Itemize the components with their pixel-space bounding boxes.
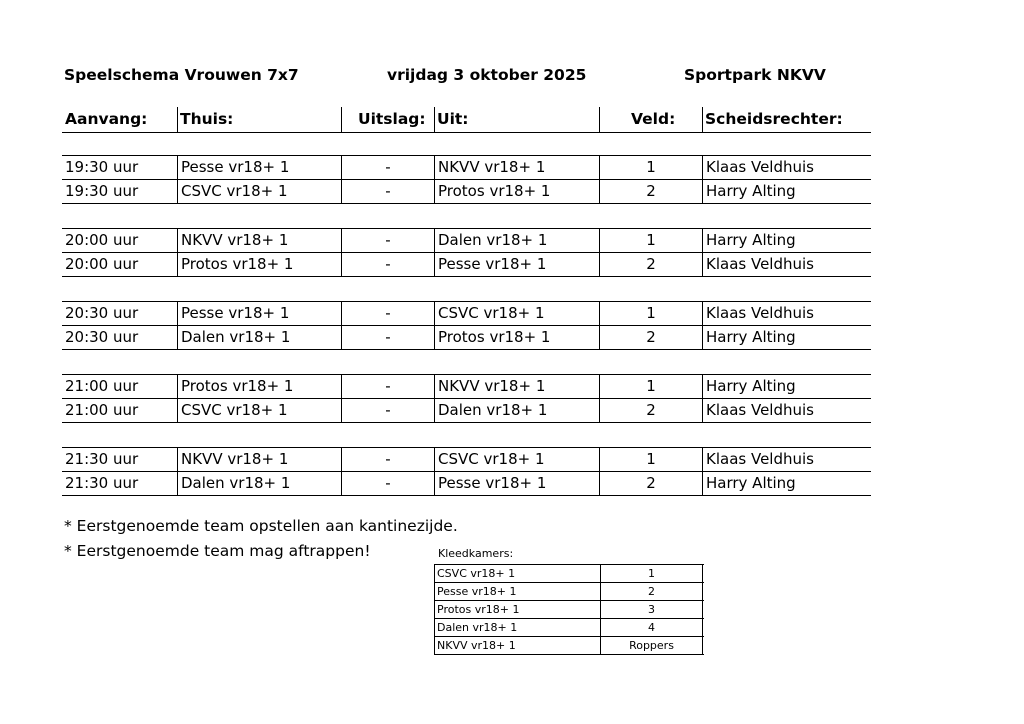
schedule-table [62, 155, 871, 520]
cell-home: Protos vr18+ 1 [177, 375, 341, 398]
cell-field: 2 [599, 180, 702, 203]
cell-home: Dalen vr18+ 1 [177, 472, 341, 495]
column-header-home: Thuis: [180, 110, 234, 128]
column-divider [434, 107, 435, 132]
dressing-room-row [435, 601, 704, 619]
cell-home: NKVV vr18+ 1 [177, 448, 341, 471]
cell-time: 20:00 uur [65, 231, 139, 249]
match-group [62, 155, 871, 204]
match-group [62, 228, 871, 277]
cell-away: NKVV vr18+ 1 [434, 375, 599, 398]
cell-field: 1 [599, 229, 702, 252]
match-group [62, 374, 871, 423]
cell-referee: Harry Alting [702, 180, 871, 203]
dressing-rooms-table [434, 564, 704, 655]
cell-result: - [341, 302, 434, 325]
cell-field: 2 [599, 326, 702, 349]
cell-result: - [341, 448, 434, 471]
cell-away: CSVC vr18+ 1 [434, 302, 599, 325]
dressing-room-row [435, 565, 704, 583]
dressing-room-room: 4 [601, 619, 703, 636]
cell-away: NKVV vr18+ 1 [434, 156, 599, 179]
cell-field: 1 [599, 156, 702, 179]
cell-home: CSVC vr18+ 1 [177, 180, 341, 203]
cell-result: - [341, 399, 434, 422]
cell-field: 2 [599, 253, 702, 276]
cell-away: Pesse vr18+ 1 [434, 472, 599, 495]
cell-referee: Harry Alting [702, 472, 871, 495]
cell-home: CSVC vr18+ 1 [177, 399, 341, 422]
cell-time: 20:30 uur [65, 304, 139, 322]
dressing-room-team: NKVV vr18+ 1 [435, 637, 601, 654]
cell-field: 1 [599, 302, 702, 325]
column-divider [702, 107, 703, 132]
cell-time: 21:30 uur [65, 474, 139, 492]
cell-result: - [341, 326, 434, 349]
dressing-room-row [435, 583, 704, 601]
match-group [62, 447, 871, 496]
table-row [62, 326, 871, 350]
cell-field: 2 [599, 399, 702, 422]
dressing-room-room: 1 [601, 565, 703, 582]
dressing-room-team: Pesse vr18+ 1 [435, 583, 601, 600]
dressing-room-room: 2 [601, 583, 703, 600]
match-group [62, 301, 871, 350]
cell-result: - [341, 180, 434, 203]
cell-home: Dalen vr18+ 1 [177, 326, 341, 349]
column-header-field: Veld: [631, 110, 676, 128]
cell-field: 1 [599, 375, 702, 398]
cell-referee: Harry Alting [702, 229, 871, 252]
column-divider [599, 107, 600, 132]
dressing-room-row [435, 619, 704, 637]
cell-time: 21:00 uur [65, 401, 139, 419]
cell-referee: Klaas Veldhuis [702, 302, 871, 325]
table-row [62, 302, 871, 326]
cell-result: - [341, 156, 434, 179]
cell-referee: Klaas Veldhuis [702, 399, 871, 422]
cell-result: - [341, 375, 434, 398]
note-kantinezijde: * Eerstgenoemde team opstellen aan kantinezijde. [64, 517, 458, 535]
dressing-room-row [435, 637, 704, 655]
column-divider [341, 107, 342, 132]
column-header-away: Uit: [437, 110, 469, 128]
cell-time: 19:30 uur [65, 182, 139, 200]
column-header-result: Uitslag: [358, 110, 426, 128]
cell-field: 2 [599, 472, 702, 495]
cell-away: Dalen vr18+ 1 [434, 229, 599, 252]
cell-away: Dalen vr18+ 1 [434, 399, 599, 422]
cell-time: 19:30 uur [65, 158, 139, 176]
cell-home: Protos vr18+ 1 [177, 253, 341, 276]
cell-referee: Klaas Veldhuis [702, 156, 871, 179]
note-aftrappen: * Eerstgenoemde team mag aftrappen! [64, 542, 371, 560]
dressing-rooms-title: Kleedkamers: [438, 547, 514, 560]
cell-home: Pesse vr18+ 1 [177, 302, 341, 325]
table-row [62, 253, 871, 277]
table-row [62, 472, 871, 496]
cell-time: 20:30 uur [65, 328, 139, 346]
cell-referee: Harry Alting [702, 326, 871, 349]
cell-time: 20:00 uur [65, 255, 139, 273]
cell-away: Pesse vr18+ 1 [434, 253, 599, 276]
dressing-room-team: Protos vr18+ 1 [435, 601, 601, 618]
dressing-room-team: CSVC vr18+ 1 [435, 565, 601, 582]
cell-referee: Klaas Veldhuis [702, 448, 871, 471]
dressing-room-team: Dalen vr18+ 1 [435, 619, 601, 636]
dressing-room-room: 3 [601, 601, 703, 618]
cell-away: CSVC vr18+ 1 [434, 448, 599, 471]
cell-home: Pesse vr18+ 1 [177, 156, 341, 179]
table-row [62, 448, 871, 472]
dressing-room-room: Roppers [601, 637, 703, 654]
table-row [62, 399, 871, 423]
cell-result: - [341, 253, 434, 276]
cell-referee: Harry Alting [702, 375, 871, 398]
table-row [62, 180, 871, 204]
column-header-time: Aanvang: [65, 110, 148, 128]
venue-name: Sportpark NKVV [684, 66, 826, 84]
match-date: vrijdag 3 oktober 2025 [387, 66, 587, 84]
cell-time: 21:30 uur [65, 450, 139, 468]
table-row [62, 156, 871, 180]
table-row [62, 229, 871, 253]
cell-home: NKVV vr18+ 1 [177, 229, 341, 252]
column-divider [177, 107, 178, 132]
cell-referee: Klaas Veldhuis [702, 253, 871, 276]
column-header-referee: Scheidsrechter: [705, 110, 843, 128]
column-header-row [62, 107, 871, 133]
table-row [62, 375, 871, 399]
cell-away: Protos vr18+ 1 [434, 180, 599, 203]
cell-field: 1 [599, 448, 702, 471]
schedule-title: Speelschema Vrouwen 7x7 [64, 66, 299, 84]
cell-time: 21:00 uur [65, 377, 139, 395]
cell-result: - [341, 472, 434, 495]
cell-away: Protos vr18+ 1 [434, 326, 599, 349]
cell-result: - [341, 229, 434, 252]
